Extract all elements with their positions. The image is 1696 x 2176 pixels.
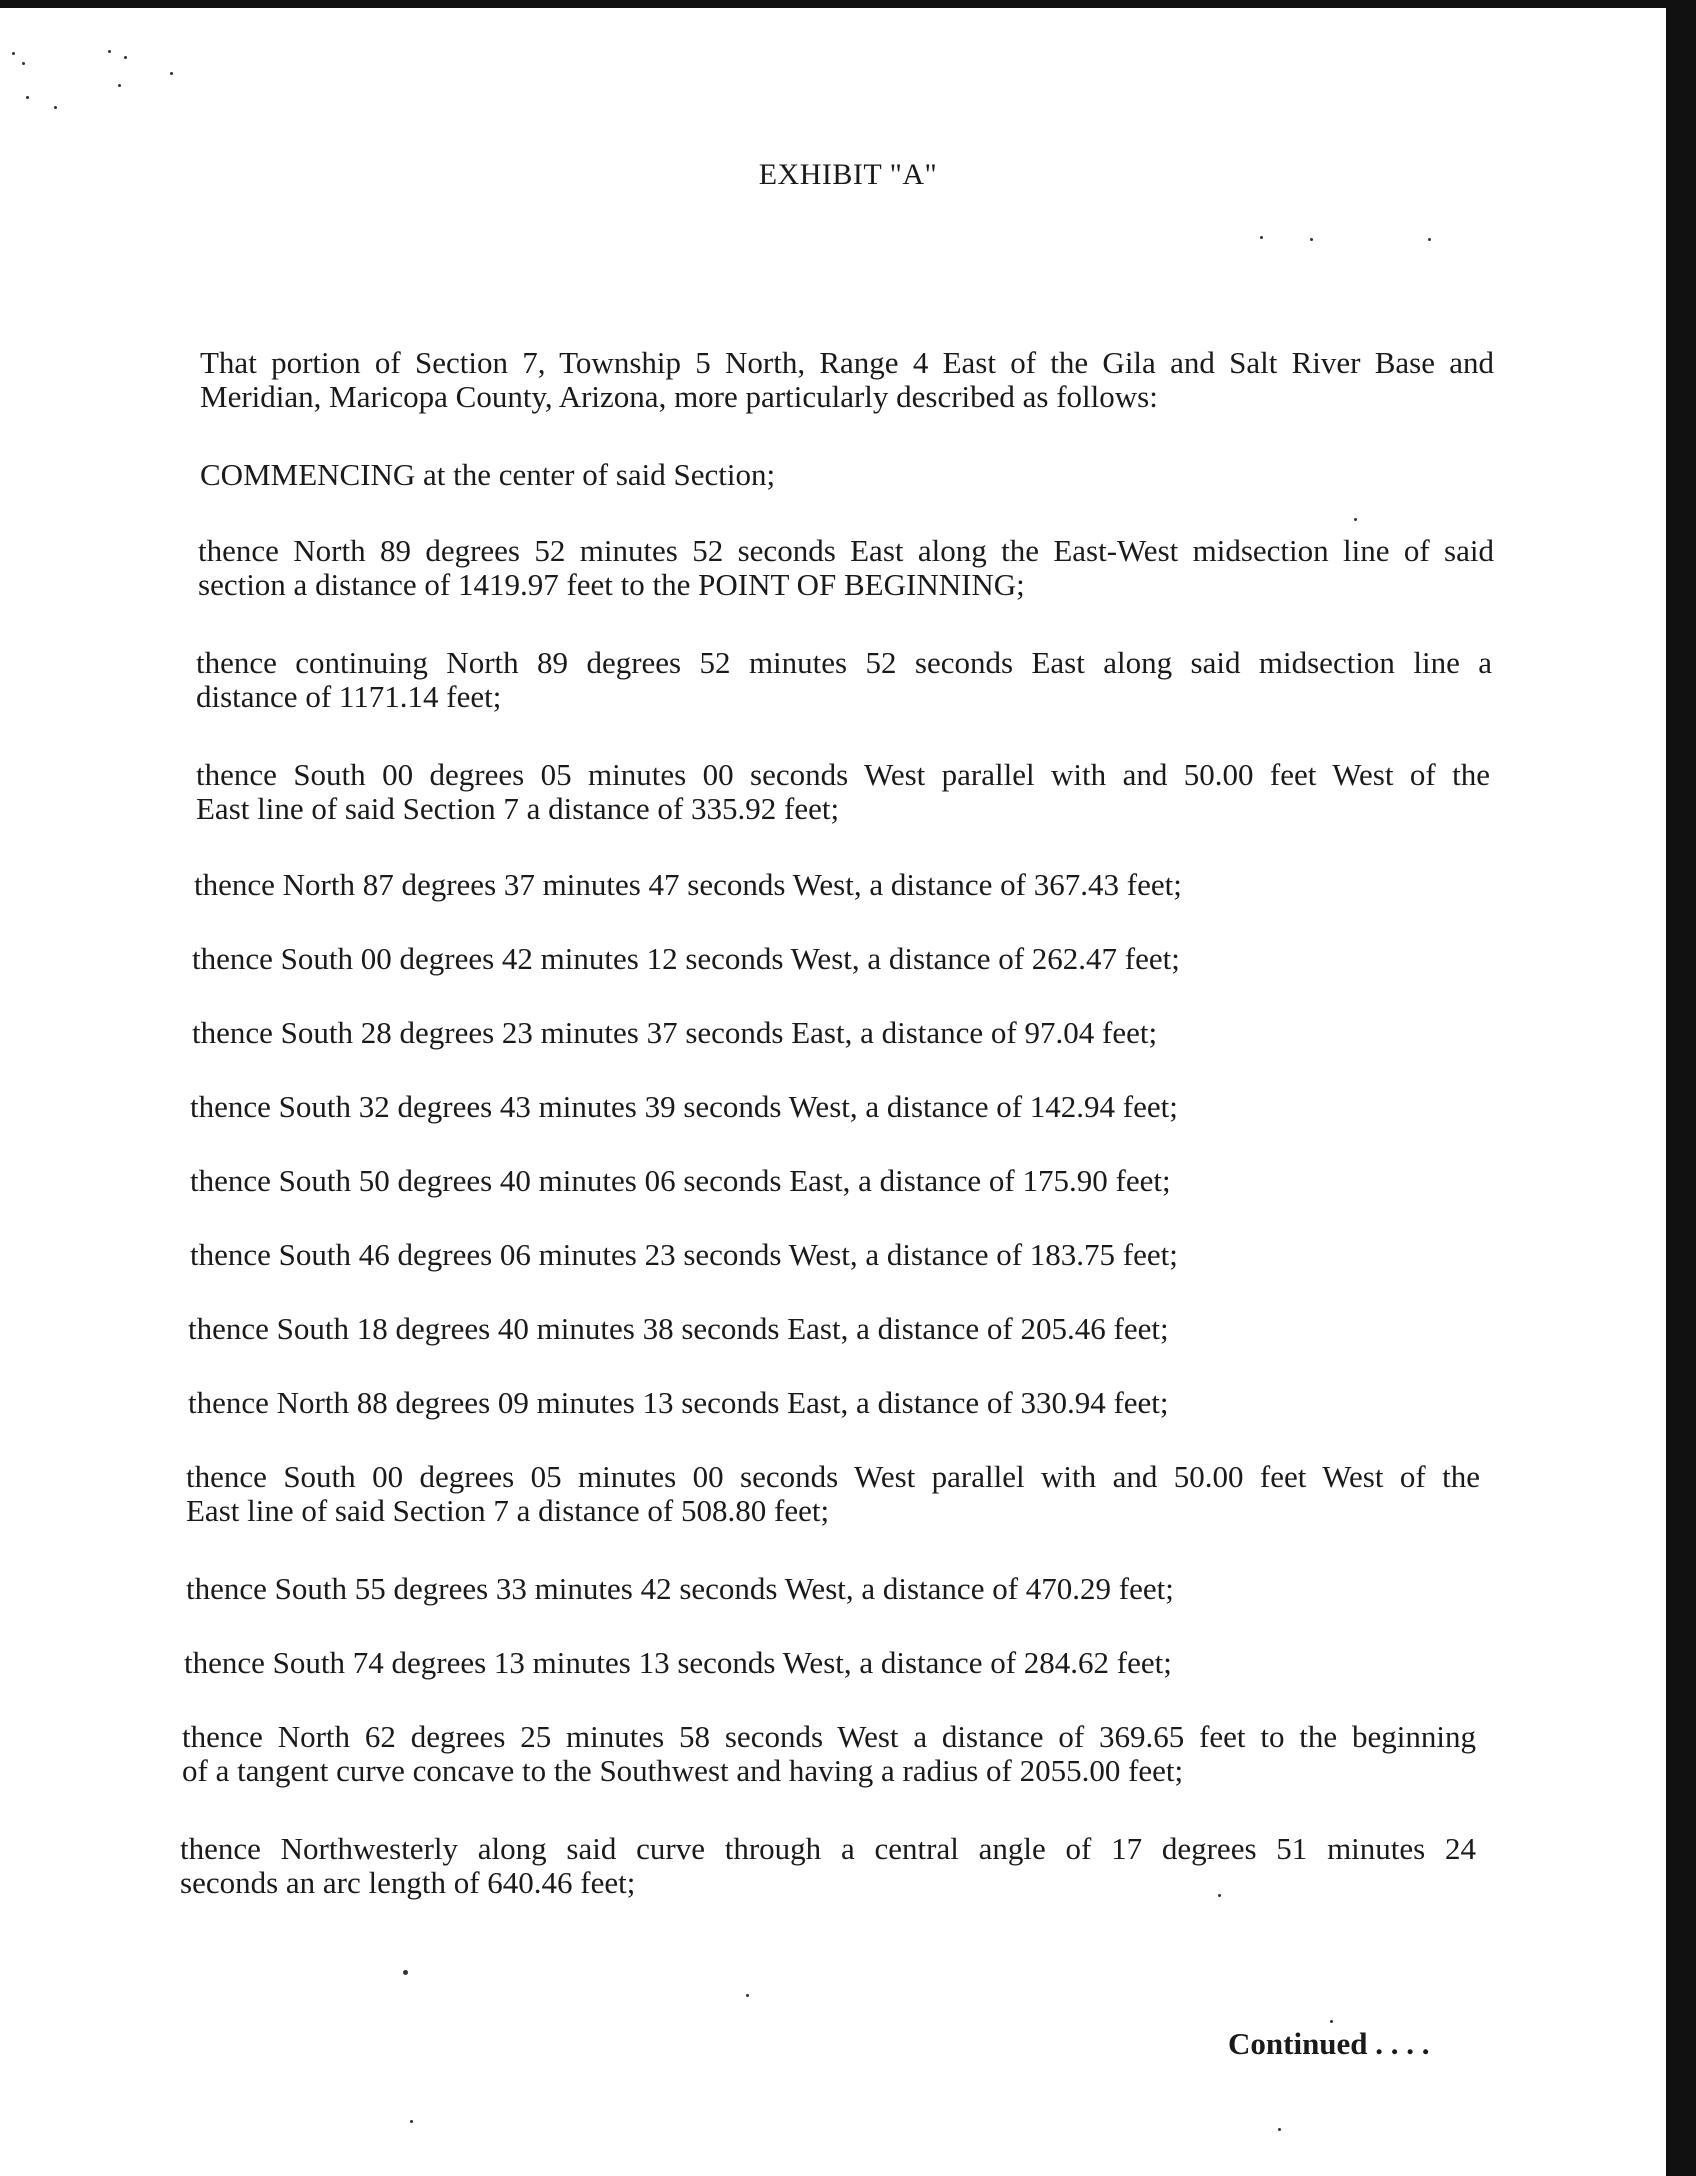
paragraph-line: Meridian, Maricopa County, Arizona, more particularly described as follows:	[200, 379, 1158, 414]
scan-speck	[108, 50, 111, 53]
paragraph-line: thence North 88 degrees 09 minutes 13 seconds East, a distance of 330.94 feet;	[188, 1385, 1169, 1420]
legal-paragraph	[198, 534, 1494, 602]
paragraph-line: thence South 32 degrees 43 minutes 39 seconds West, a distance of 142.94 feet;	[190, 1089, 1178, 1124]
scan-top-edge	[0, 0, 1696, 8]
legal-paragraph	[196, 758, 1490, 826]
paragraph-line: That portion of Section 7, Township 5 North, Range 4 East of the Gila and Salt River Base and	[200, 345, 1494, 380]
scan-speck	[1428, 238, 1431, 241]
paragraph-line: COMMENCING at the center of said Section;	[200, 457, 776, 492]
legal-paragraph	[188, 1386, 1169, 1420]
continued-note: Continued . . . .	[1228, 2026, 1430, 2061]
paragraph-line: thence South 00 degrees 05 minutes 00 seconds West parallel with and 50.00 feet West of the	[196, 757, 1490, 792]
legal-paragraph	[186, 1460, 1480, 1528]
paragraph-line: seconds an arc length of 640.46 feet;	[180, 1865, 636, 1900]
legal-paragraph	[194, 868, 1182, 902]
legal-paragraph	[188, 1312, 1169, 1346]
paragraph-line: East line of said Section 7 a distance of 335.92 feet;	[196, 791, 840, 826]
paragraph-line: thence South 46 degrees 06 minutes 23 seconds West, a distance of 183.75 feet;	[190, 1237, 1178, 1272]
scan-speck	[1330, 2020, 1333, 2023]
paragraph-line: thence North 62 degrees 25 minutes 58 seconds West a distance of 369.65 feet to the beginning	[182, 1719, 1476, 1754]
paragraph-line: thence North 87 degrees 37 minutes 47 seconds West, a distance of 367.43 feet;	[194, 867, 1182, 902]
scan-speck	[1310, 238, 1313, 241]
paragraph-line: thence South 18 degrees 40 minutes 38 seconds East, a distance of 205.46 feet;	[188, 1311, 1169, 1346]
paragraph-line: thence North 89 degrees 52 minutes 52 seconds East along the East-West midsection line of said	[198, 533, 1494, 568]
paragraph-line: East line of said Section 7 a distance of 508.80 feet;	[186, 1493, 830, 1528]
legal-paragraph	[184, 1646, 1172, 1680]
scan-speck	[1354, 518, 1357, 521]
legal-paragraph	[200, 346, 1494, 414]
legal-paragraph	[182, 1720, 1476, 1788]
paragraph-line: thence Northwesterly along said curve through a central angle of 17 degrees 51 minutes 24	[180, 1831, 1476, 1866]
scan-speck	[54, 106, 57, 109]
scan-speck	[118, 84, 121, 87]
paragraph-line: thence South 74 degrees 13 minutes 13 seconds West, a distance of 284.62 feet;	[184, 1645, 1172, 1680]
scan-speck	[26, 96, 29, 99]
paragraph-line: thence South 00 degrees 05 minutes 00 seconds West parallel with and 50.00 feet West of the	[186, 1459, 1480, 1494]
exhibit-title: EXHIBIT "A"	[758, 158, 938, 191]
legal-paragraph	[186, 1572, 1174, 1606]
legal-paragraph	[200, 458, 775, 492]
scan-speck	[12, 52, 15, 55]
scan-speck	[746, 1994, 749, 1997]
scan-speck	[1260, 236, 1263, 239]
scan-speck	[170, 72, 173, 75]
legal-paragraph	[196, 646, 1492, 714]
legal-paragraph	[192, 942, 1180, 976]
paragraph-line: of a tangent curve concave to the Southwest and having a radius of 2055.00 feet;	[182, 1753, 1184, 1788]
scan-speck	[22, 62, 25, 65]
paragraph-line: distance of 1171.14 feet;	[196, 679, 502, 714]
legal-paragraph	[190, 1238, 1178, 1272]
paragraph-line: thence South 55 degrees 33 minutes 42 seconds West, a distance of 470.29 feet;	[186, 1571, 1174, 1606]
paragraph-line: thence continuing North 89 degrees 52 minutes 52 seconds East along said midsection line a	[196, 645, 1492, 680]
paragraph-line: section a distance of 1419.97 feet to the POINT OF BEGINNING;	[198, 567, 1025, 602]
paragraph-line: thence South 28 degrees 23 minutes 37 seconds East, a distance of 97.04 feet;	[192, 1015, 1158, 1050]
paragraph-line: thence South 50 degrees 40 minutes 06 seconds East, a distance of 175.90 feet;	[190, 1163, 1171, 1198]
legal-paragraph	[190, 1090, 1178, 1124]
legal-paragraph	[190, 1164, 1171, 1198]
scan-right-edge	[1666, 0, 1696, 2176]
legal-paragraph	[180, 1832, 1476, 1900]
scan-speck	[1278, 2128, 1281, 2131]
scan-speck	[403, 1970, 408, 1975]
scan-speck	[124, 56, 127, 59]
scan-speck	[410, 2120, 413, 2123]
legal-paragraph	[192, 1016, 1157, 1050]
paragraph-line: thence South 00 degrees 42 minutes 12 seconds West, a distance of 262.47 feet;	[192, 941, 1180, 976]
